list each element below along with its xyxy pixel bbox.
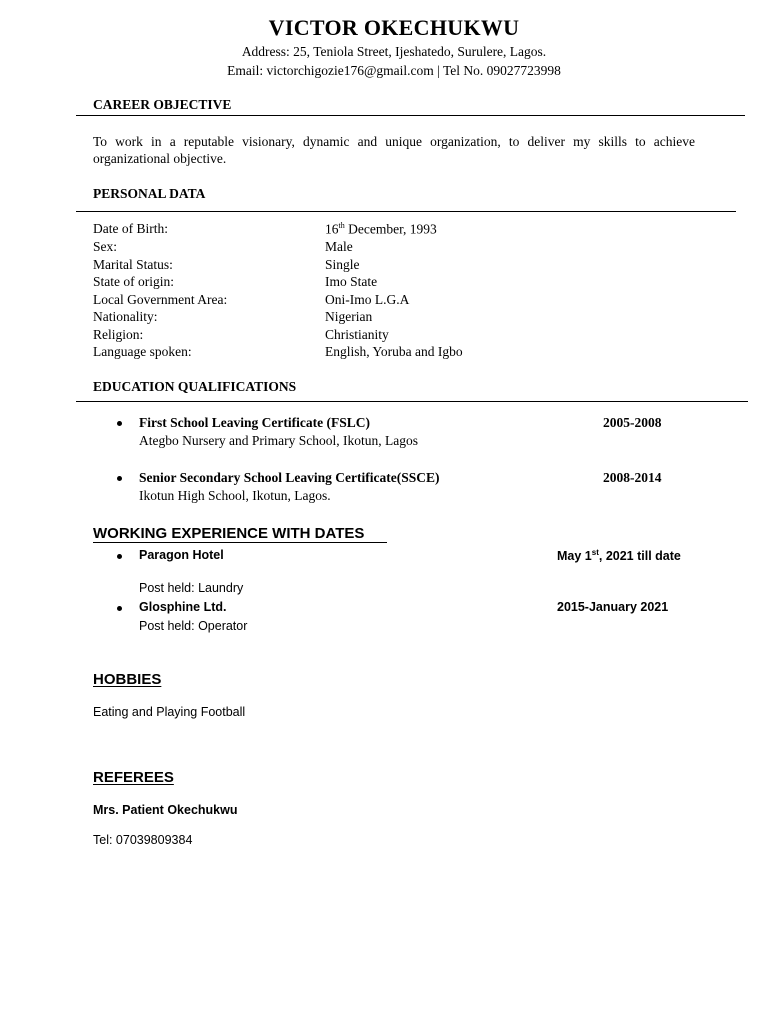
- personal-data-value: Christianity: [325, 327, 389, 342]
- personal-data-label: Religion:: [93, 327, 144, 342]
- personal-data-label: Local Government Area:: [93, 292, 228, 307]
- education-heading: EDUCATION QUALIFICATIONS: [93, 379, 297, 394]
- personal-data-rule: [76, 211, 736, 212]
- bullet-icon: [117, 554, 122, 559]
- education-school: Ategbo Nursery and Primary School, Ikotun, Lagos: [139, 433, 418, 448]
- personal-data-heading: PERSONAL DATA: [93, 186, 206, 201]
- experience-heading: WORKING EXPERIENCE WITH DATES: [93, 525, 365, 542]
- personal-data-value: Nigerian: [325, 309, 373, 324]
- personal-data-label: State of origin:: [93, 274, 174, 289]
- experience-employer: Paragon Hotel: [139, 548, 224, 562]
- personal-data-label: Sex:: [93, 239, 118, 254]
- hobbies-heading: HOBBIES: [93, 671, 162, 688]
- bullet-icon: [117, 421, 122, 426]
- personal-data-value: 16th December, 1993: [325, 221, 437, 237]
- experience-heading-underline: [93, 542, 387, 543]
- personal-data-label: Nationality:: [93, 309, 158, 324]
- personal-data-label: Marital Status:: [93, 257, 173, 272]
- education-qualification: Senior Secondary School Leaving Certificate(SSCE): [139, 470, 440, 485]
- career-objective-text: To work in a reputable visionary, dynamic and unique organization, to deliver my skills to achieve organizational objective.: [93, 134, 695, 166]
- bullet-icon: [117, 476, 122, 481]
- personal-data-value: Single: [325, 257, 360, 272]
- personal-data-label: Date of Birth:: [93, 221, 168, 236]
- education-qualification: First School Leaving Certificate (FSLC): [139, 415, 370, 430]
- experience-date: 2015-January 2021: [557, 600, 669, 614]
- education-school: Ikotun High School, Ikotun, Lagos.: [139, 488, 331, 503]
- education-rule: [76, 401, 748, 402]
- experience-post: Post held: Operator: [139, 619, 248, 633]
- referees-heading: REFEREES: [93, 769, 174, 786]
- personal-data-value: English, Yoruba and Igbo: [325, 344, 463, 359]
- referee-name: Mrs. Patient Okechukwu: [93, 803, 238, 817]
- career-objective-rule: [76, 115, 745, 116]
- education-years: 2005-2008: [603, 415, 662, 430]
- personal-data-value: Male: [325, 239, 353, 254]
- hobbies-text: Eating and Playing Football: [93, 705, 246, 719]
- address-line: Address: 25, Teniola Street, Ijeshatedo, Surulere, Lagos.: [241, 44, 547, 59]
- education-years: 2008-2014: [603, 470, 662, 485]
- bullet-icon: [117, 606, 122, 611]
- email-phone-line: Email: victorchigozie176@gmail.com | Tel No. 09027723998: [227, 63, 561, 78]
- experience-post: Post held: Laundry: [139, 581, 244, 595]
- referee-phone: Tel: 07039809384: [93, 833, 193, 847]
- resume-name: VICTOR OKECHUKWU: [268, 15, 520, 40]
- personal-data-value: Oni-Imo L.G.A: [325, 292, 410, 307]
- personal-data-value: Imo State: [325, 274, 378, 289]
- personal-data-label: Language spoken:: [93, 344, 192, 359]
- experience-employer: Glosphine Ltd.: [139, 600, 227, 614]
- career-objective-heading: CAREER OBJECTIVE: [93, 97, 232, 112]
- experience-date: May 1st, 2021 till date: [557, 548, 681, 564]
